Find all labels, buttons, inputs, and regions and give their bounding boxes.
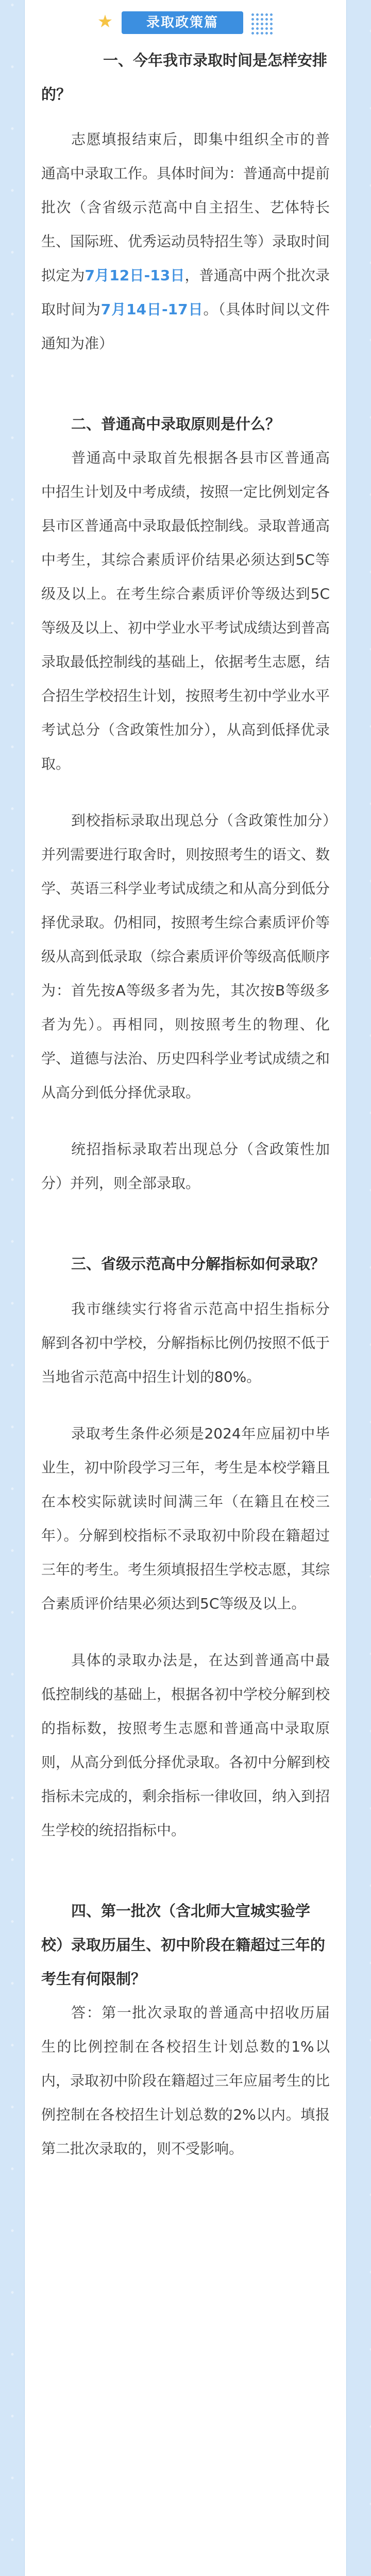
section-3 (41, 1247, 330, 1848)
question-heading: 一、今年我市录取时间是怎样安排的？ (41, 52, 328, 103)
section-header (25, 0, 346, 43)
paragraph: 我市继续实行将省示范高中招生指标分解到各初中学校，分解指标比例仍按照不低于当地省示范高中招生计划的80%。 (41, 1300, 330, 1385)
question-heading: 三、省级示范高中分解指标如何录取？ (71, 1255, 326, 1273)
section-4 (41, 1894, 330, 2166)
paragraph: 答：第一批次录取的普通高中招收历届生的比例控制在各校招生计划总数的1%以内，录取初中阶段在籍超过三年应届考生的比例控制在各校招生计划总数的2%以内。填报第二批次录取的，则不受影响。 (41, 2004, 330, 2157)
paragraph: 普通高中录取首先根据各县市区普通高中招生计划及中考成绩，按照一定比例划定各县市区普通高中录取最低控制线。录取普通高中考生，其综合素质评价结果必须达到5C等级及以上。在考生综合素质评价等级达到5C等级及以上、初中学业水平考试成绩达到普高录取最低控制线的基础上，依据考生志愿，结合招生学校招生计划，按照考生初中学业水平考试总分（含政策性加分），从高到低择优录取。 (41, 449, 330, 772)
paragraph: 到校指标录取出现总分（含政策性加分）并列需要进行取舍时，则按照考生的语文、数学、英语三科学业考试成绩之和从高分到低分择优录取。仍相同，按照考生综合素质评价等级从高到低录取（综合素质评价等级高低顺序为：首先按A等级多者为先，其次按B等级多者为先）。再相同，则按照考生的物理、化学、道德与法治、历史四科学业考试成绩之和从高分到低分择优录取。 (41, 812, 330, 1101)
paragraph: 具体的录取办法是，在达到普通高中最低控制线的基础上，根据各初中学校分解到校的指标数，按照考生志愿和普通高中录取原则，从高分到低分择优录取。各初中分解到校指标未完成的，剩余指标一律收回，纳入到招生学校的统招指标中。 (41, 1652, 330, 1839)
article-body (25, 43, 346, 2166)
section-1 (41, 43, 330, 361)
question-heading: 二、普通高中录取原则是什么？ (71, 415, 281, 433)
section-2 (41, 407, 330, 1200)
question-heading: 四、第一批次（含北师大宣城实验学校）录取历届生、初中阶段在籍超过三年的考生有何限制？ (41, 1902, 326, 1988)
section-title-badge: 录取政策篇 (122, 11, 243, 34)
paragraph: 录取考生条件必须是2024年应届初中毕业生，初中阶段学习三年，考生是本校学籍且在本校实际就读时间满三年（在籍且在校三年）。分解到校指标不录取初中阶段在籍超过三年的考生。考生须填报招生学校志愿，其综合素质评价结果必须达到5C等级及以上。 (41, 1425, 330, 1612)
star-icon: ★ (97, 11, 113, 32)
paragraph: 志愿填报结束后，即集中组织全市的普通高中录取工作。具体时间为：普通高中提前批次（含省级示范高中自主招生、艺体特长生、国际班、优秀运动员特招生等）录取时间拟定为7月12日-13日，普通高中两个批次录取时间为7月14日-17日。（具体时间以文件通知为准） (41, 131, 330, 352)
paragraph: 统招指标录取若出现总分（含政策性加分）并列，则全部录取。 (41, 1141, 330, 1192)
highlight-date: 7月14日-17日 (100, 301, 204, 318)
highlight-date: 7月12日-13日 (85, 267, 185, 284)
dot-grid-decoration (251, 13, 274, 34)
article-card (25, 0, 346, 2576)
